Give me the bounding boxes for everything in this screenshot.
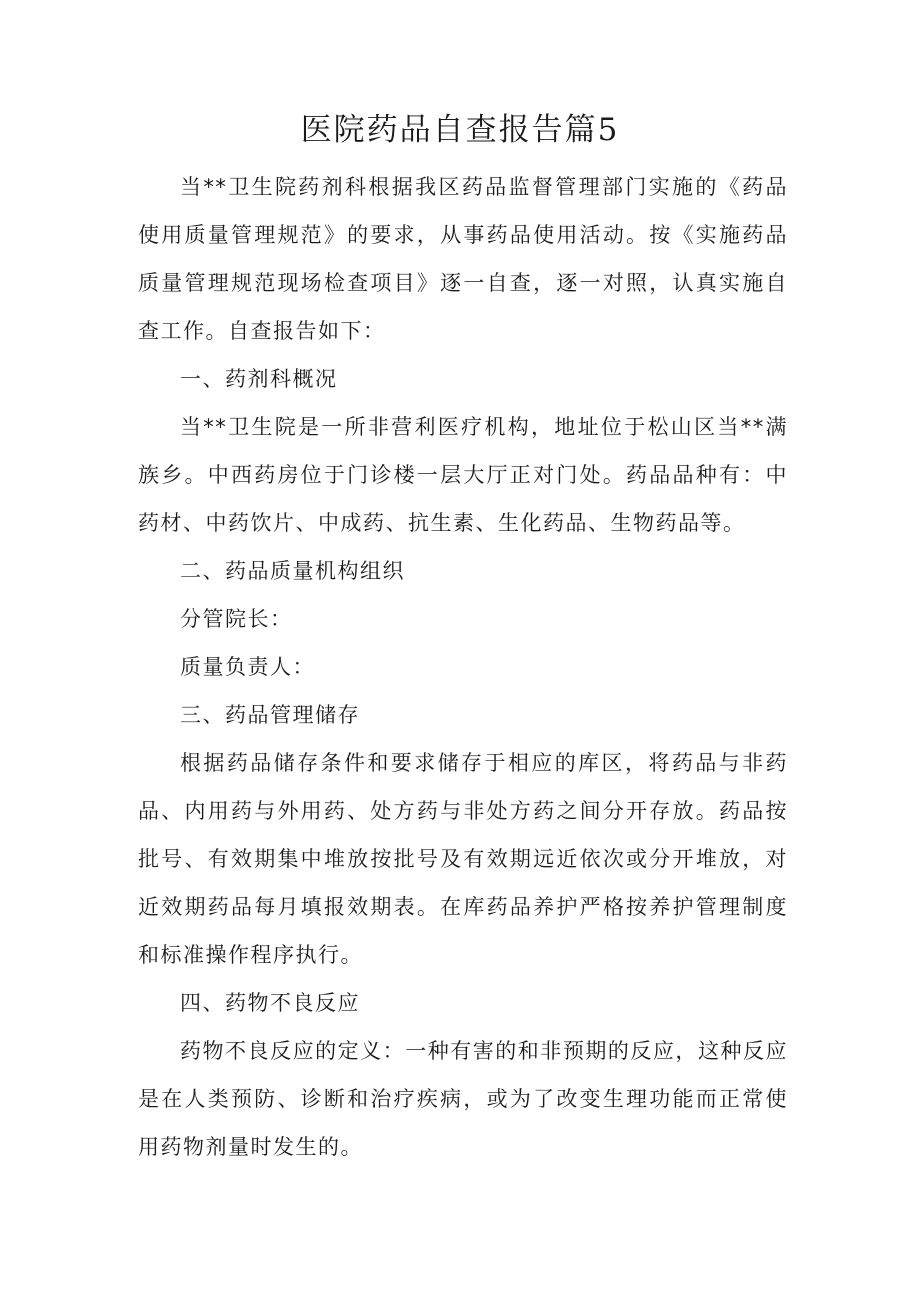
section-heading-3: 三、药品管理储存 (180, 703, 360, 727)
paragraph-intro: 当**卫生院药剂科根据我区药品监督管理部门实施的《药品使用质量管理规范》的要求，从事药品使用活动。按《实施药品质量管理规范现场检查项目》逐一自查，逐一对照，认真实施自查工作。自查报告如下： (138, 175, 788, 343)
section-heading-4: 四、药物不良反应 (180, 991, 360, 1015)
section-heading-1: 一、药剂科概况 (180, 367, 338, 391)
section-heading-2: 二、药品质量机构组织 (180, 559, 405, 583)
paragraph-quality-lead: 质量负责人： (180, 655, 315, 679)
paragraph-overview: 当**卫生院是一所非营利医疗机构，地址位于松山区当**满族乡。中西药房位于门诊楼一层大厅正对门处。药品品种有：中药材、中药饮片、中成药、抗生素、生化药品、生物药品等。 (138, 415, 788, 535)
paragraph-adverse-reaction: 药物不良反应的定义：一种有害的和非预期的反应，这种反应是在人类预防、诊断和治疗疾病，或为了改变生理功能而正常使用药物剂量时发生的。 (138, 1039, 788, 1159)
document-body (138, 163, 788, 1171)
paragraph-storage: 根据药品储存条件和要求储存于相应的库区，将药品与非药品、内用药与外用药、处方药与非处方药之间分开存放。药品按批号、有效期集中堆放按批号及有效期远近依次或分开堆放，对近效期药品每月填报效期表。在库药品养护严格按养护管理制度和标准操作程序执行。 (138, 751, 788, 967)
document-title: 医院药品自查报告篇5 (300, 112, 620, 148)
paragraph-deputy-director: 分管院长： (180, 607, 293, 631)
